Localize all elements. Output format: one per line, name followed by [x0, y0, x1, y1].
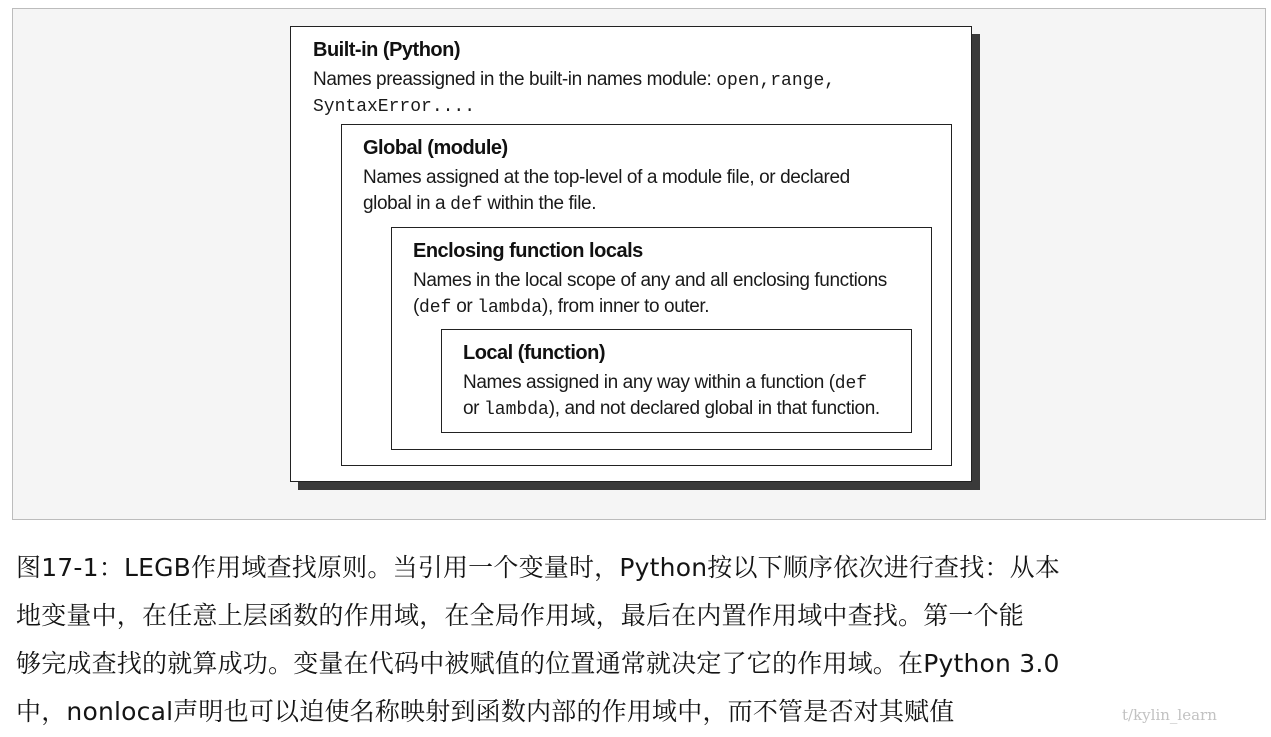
local-scope-desc-line2: [463, 396, 880, 423]
local-scope-title: Local (function): [463, 342, 605, 364]
caption-line-2: 地变量中，在任意上层函数的作用域，在全局作用域，最后在内置作用域中查找。第一个能: [16, 601, 1025, 630]
enclosing-desc-text-b: or: [451, 296, 478, 317]
enclosing-desc-code-b: lambda: [477, 298, 543, 318]
local-scope-desc-line1: [463, 370, 867, 397]
builtin-scope-desc-line1: [313, 67, 835, 94]
enclosing-desc-text-a: (: [413, 296, 419, 317]
caption-line-1: 图17-1：LEGB作用域查找原则。当引用一个变量时，Python按以下顺序依次进行查找：从本: [16, 553, 1061, 582]
builtin-scope-desc-line2: [313, 93, 475, 120]
global-desc-text-b: within the file.: [482, 193, 597, 214]
builtin-scope-title: Built-in (Python): [313, 39, 461, 61]
watermark: t/kylin_learn: [1122, 706, 1217, 724]
local-scope-box: [441, 329, 912, 433]
enclosing-scope-desc-line2: [413, 294, 709, 321]
enclosing-desc-code-a: def: [418, 298, 452, 318]
local-desc-code: def: [834, 374, 868, 394]
local-desc-text-a: or: [463, 398, 484, 419]
global-scope-desc-line1: Names assigned at the top-level of a module file, or declared: [363, 167, 850, 188]
enclosing-scope-desc-line1: Names in the local scope of any and all enclosing functions: [413, 270, 887, 291]
enclosing-scope-title: Enclosing function locals: [413, 240, 643, 262]
builtin-desc-code: open,range,: [716, 71, 836, 91]
global-scope-desc-line2: [363, 191, 596, 218]
global-desc-text-a: global in a: [363, 193, 451, 214]
figure-caption: [16, 544, 1266, 736]
caption-line-4: 中，nonlocal声明也可以迫使名称映射到函数内部的作用域中，而不管是否对其赋值: [16, 697, 955, 726]
local-desc-code-2: lambda: [483, 400, 549, 420]
builtin-desc-code-2: SyntaxError....: [313, 97, 476, 117]
builtin-desc-text: Names preassigned in the built-in names module:: [313, 69, 717, 90]
local-desc-text: Names assigned in any way within a function (: [463, 372, 835, 393]
enclosing-desc-text-c: ), from inner to outer.: [542, 296, 710, 317]
global-desc-code: def: [450, 195, 483, 215]
global-scope-title: Global (module): [363, 137, 508, 159]
caption-line-3: 够完成查找的就算成功。变量在代码中被赋值的位置通常就决定了它的作用域。在Python 3.0: [16, 649, 1060, 678]
local-desc-text-b: ), and not declared global in that function.: [548, 398, 880, 419]
